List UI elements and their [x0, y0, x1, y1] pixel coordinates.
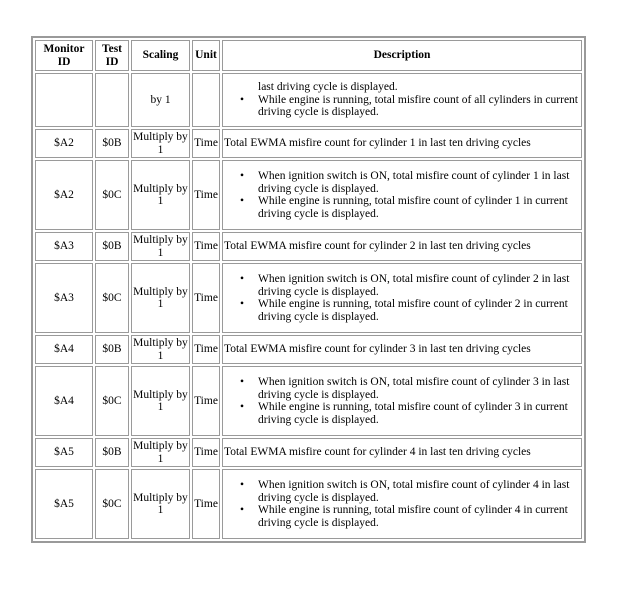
cell-description — [222, 366, 582, 436]
cell-test-id: $0C — [95, 366, 129, 436]
table-row — [35, 232, 582, 261]
cell-test-id: $0B — [95, 438, 129, 467]
cell-monitor-id: $A4 — [35, 366, 93, 436]
cell-unit: Time — [192, 366, 220, 436]
cell-monitor-id: $A2 — [35, 129, 93, 158]
cell-description: Total EWMA misfire count for cylinder 2 in last ten driving cycles — [222, 232, 582, 261]
cell-description: Total EWMA misfire count for cylinder 3 in last ten driving cycles — [222, 335, 582, 364]
cell-unit: Time — [192, 263, 220, 333]
table-row — [35, 366, 582, 436]
cell-unit: Time — [192, 232, 220, 261]
cell-test-id: $0B — [95, 129, 129, 158]
cell-test-id: $0C — [95, 263, 129, 333]
cell-unit — [192, 73, 220, 127]
cell-test-id: $0C — [95, 469, 129, 539]
cell-scaling: by 1 — [131, 73, 190, 127]
cell-unit: Time — [192, 129, 220, 158]
cell-unit: Time — [192, 335, 220, 364]
cell-monitor-id: $A5 — [35, 438, 93, 467]
cell-monitor-id: $A2 — [35, 160, 93, 230]
cell-description: Total EWMA misfire count for cylinder 4 in last ten driving cycles — [222, 438, 582, 467]
cell-scaling: Multiply by 1 — [131, 129, 190, 158]
cell-scaling: Multiply by 1 — [131, 160, 190, 230]
description-list — [224, 81, 580, 119]
table-row — [35, 469, 582, 539]
description-bullet: • While engine is running, total misfire count of cylinder 1 in current driving cycle is displayed. — [258, 195, 580, 220]
cell-scaling: Multiply by 1 — [131, 438, 190, 467]
cell-monitor-id: $A3 — [35, 232, 93, 261]
cell-test-id — [95, 73, 129, 127]
header-test-id: Test ID — [95, 40, 129, 71]
cell-unit: Time — [192, 160, 220, 230]
header-unit: Unit — [192, 40, 220, 71]
description-line: last driving cycle is displayed. — [258, 81, 398, 94]
description-bullet: • While engine is running, total misfire count of all cylinders in current driving cycle is displayed. — [258, 94, 580, 119]
description-list — [224, 273, 580, 323]
monitor-table-frame — [31, 36, 586, 543]
header-scaling: Scaling — [131, 40, 190, 71]
cell-description — [222, 73, 582, 127]
description-bullet: • While engine is running, total misfire count of cylinder 4 in current driving cycle is displayed. — [258, 504, 580, 529]
cell-scaling: Multiply by 1 — [131, 469, 190, 539]
header-description: Description — [222, 40, 582, 71]
table-header-row — [35, 40, 582, 71]
table-row — [35, 335, 582, 364]
cell-unit: Time — [192, 469, 220, 539]
description-bullet: • When ignition switch is ON, total misfire count of cylinder 3 in last driving cycle is displayed. — [258, 376, 580, 401]
table-row — [35, 263, 582, 333]
description-bullet: • When ignition switch is ON, total misfire count of cylinder 1 in last driving cycle is displayed. — [258, 170, 580, 195]
cell-test-id: $0B — [95, 232, 129, 261]
description-bullet: • When ignition switch is ON, total misfire count of cylinder 2 in last driving cycle is displayed. — [258, 273, 580, 298]
table-row-continuation — [35, 73, 582, 127]
description-bullet: • While engine is running, total misfire count of cylinder 3 in current driving cycle is displayed. — [258, 401, 580, 426]
cell-description — [222, 160, 582, 230]
description-list — [224, 376, 580, 426]
cell-monitor-id: $A4 — [35, 335, 93, 364]
cell-monitor-id: $A3 — [35, 263, 93, 333]
cell-description: Total EWMA misfire count for cylinder 1 in last ten driving cycles — [222, 129, 582, 158]
cell-scaling: Multiply by 1 — [131, 263, 190, 333]
description-list — [224, 170, 580, 220]
cell-scaling: Multiply by 1 — [131, 335, 190, 364]
cell-unit: Time — [192, 438, 220, 467]
cell-test-id: $0C — [95, 160, 129, 230]
table-row — [35, 129, 582, 158]
cell-test-id: $0B — [95, 335, 129, 364]
table-row — [35, 160, 582, 230]
cell-description — [222, 469, 582, 539]
cell-scaling: Multiply by 1 — [131, 232, 190, 261]
description-bullet: • While engine is running, total misfire count of cylinder 2 in current driving cycle is displayed. — [258, 298, 580, 323]
cell-monitor-id — [35, 73, 93, 127]
cell-description — [222, 263, 582, 333]
cell-scaling: Multiply by 1 — [131, 366, 190, 436]
monitor-table — [33, 38, 584, 541]
cell-monitor-id: $A5 — [35, 469, 93, 539]
description-list — [224, 479, 580, 529]
header-monitor-id: Monitor ID — [35, 40, 93, 71]
table-row — [35, 438, 582, 467]
description-bullet: • When ignition switch is ON, total misfire count of cylinder 4 in last driving cycle is displayed. — [258, 479, 580, 504]
